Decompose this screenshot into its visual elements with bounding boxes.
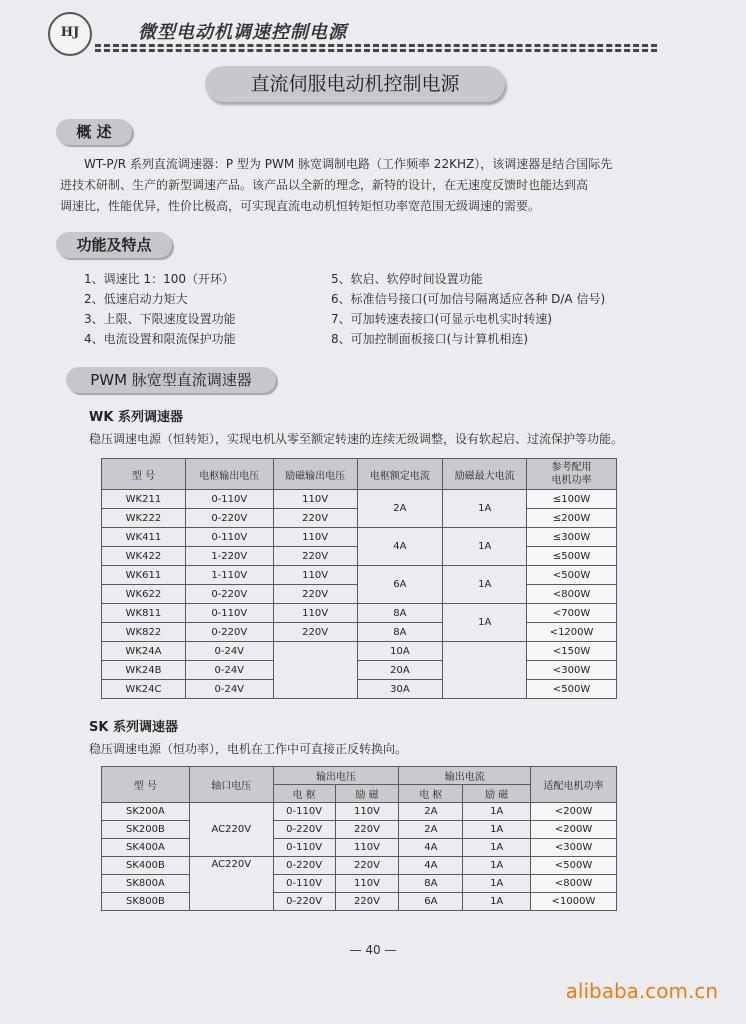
wk-cell-field-v: 110V [273,490,357,509]
sk-cell-model: SK200A [102,803,190,821]
table-row [102,528,617,547]
sk-cell-axis-v: AC220V [189,803,273,857]
wk-cell-field-v: 110V [273,528,357,547]
wk-cell-power: <700W [527,604,617,623]
wk-cell-power: <500W [527,566,617,585]
sk-cell-power: <300W [531,839,617,857]
wk-cell-model: WK24C [102,680,186,699]
sk-cell-power: <200W [531,821,617,839]
logo [48,12,92,56]
feature-item: 6、标准信号接口(可加信号隔离适应各种 D/A 信号) [331,292,606,306]
wk-cell-field-i: 1A [443,566,527,604]
sk-cell-field-i: 1A [463,803,531,821]
sk-cell-model: SK800B [102,893,190,911]
sk-cell-armature-v: 0-110V [273,875,335,893]
wk-cell-power: <800W [527,585,617,604]
sk-cell-armature-v: 0-110V [273,839,335,857]
wk-cell-armature-v: 0-220V [185,585,273,604]
sk-cell-model: SK400A [102,839,190,857]
wk-cell-power: ≤100W [527,490,617,509]
table-row [102,875,617,893]
wk-cell-field-i: 1A [443,528,527,566]
wk-cell-armature-v: 0-220V [185,623,273,642]
features-right [331,269,605,349]
feature-item: 3、上限、下限速度设置功能 [84,312,236,326]
table-row [102,821,617,839]
sk-cell-armature-i: 2A [399,803,463,821]
wk-cell-field-i: 1A [443,490,527,528]
wk-cell-power: <300W [527,661,617,680]
sk-description: 稳压调速电源（恒功率），电机在工作中可直接正反转换向。 [89,742,408,756]
wk-header-field-v: 励磁输出电压 [273,459,357,490]
wk-table [101,458,617,699]
wk-header-armature-v: 电枢输出电压 [185,459,273,490]
wk-header-power [527,459,617,490]
wk-cell-armature-v: 0-110V [185,490,273,509]
sk-cell-armature-v: 0-220V [273,893,335,911]
wk-cell-field-v: 220V [273,547,357,566]
sk-table [101,766,617,911]
wk-cell-field-v: 220V [273,623,357,642]
wk-description: 稳压调速电源（恒转矩），实现电机从零至额定转速的连续无级调整，设有软起启、过流保护等功能。 [89,432,624,446]
sk-cell-power: <1000W [531,893,617,911]
feature-item: 5、软启、软停时间设置功能 [331,272,483,286]
sk-cell-axis-v: AC220V [189,857,273,911]
wk-cell-armature-v: 0-24V [185,661,273,680]
sk-header-axis-v: 轴口电压 [189,767,273,803]
wk-cell-model: WK24A [102,642,186,661]
table-row [102,680,617,699]
wk-cell-armature-v: 1-220V [185,547,273,566]
header-title: 微型电动机调速控制电源 [138,22,347,43]
wk-cell-field-v: 110V [273,604,357,623]
table-row [102,893,617,911]
logo-text: HJ [60,25,80,40]
wk-cell-armature-i: 8A [357,604,443,623]
feature-item: 2、低速启动力矩大 [84,292,188,306]
wk-cell-armature-i: 8A [357,623,443,642]
sk-cell-field-i: 1A [463,857,531,875]
wk-title: WK 系列调速器 [89,410,183,425]
wk-cell-power: <1200W [527,623,617,642]
table-row [102,803,617,821]
sk-cell-armature-i: 4A [399,857,463,875]
wk-cell-armature-i: 4A [357,528,443,566]
pwm-heading-text: PWM 脉宽型直流调速器 [90,371,252,389]
sk-cell-model: SK200B [102,821,190,839]
wk-cell-armature-i: 6A [357,566,443,604]
wk-cell-armature-v: 0-24V [185,642,273,661]
sk-cell-field-v: 110V [335,803,399,821]
sk-cell-field-i: 1A [463,893,531,911]
header-divider-2 [95,49,657,52]
sk-cell-power: <800W [531,875,617,893]
features-left [84,269,236,349]
sk-cell-model: SK400B [102,857,190,875]
sk-cell-armature-v: 0-220V [273,857,335,875]
sk-cell-model: SK800A [102,875,190,893]
wk-cell-model: WK411 [102,528,186,547]
wk-cell-field-i: 1A [443,604,527,642]
overview-line: 调速比，性能优异，性价比极高，可实现直流电动机恒转矩恒功率宽范围无级调速的需要。 [60,199,541,213]
wk-cell-field-v-empty [273,642,357,699]
sk-cell-field-v: 220V [335,857,399,875]
wk-cell-armature-v: 0-110V [185,528,273,547]
table-row [102,490,617,509]
feature-item: 1、调速比 1：100（开环） [84,272,234,286]
header-divider [95,44,657,47]
wk-cell-model: WK211 [102,490,186,509]
sk-header-power: 适配电机功率 [531,767,617,803]
wk-cell-armature-v: 1-110V [185,566,273,585]
features-heading: 功能及特点 [56,232,172,258]
sk-header-out-i: 输出电流 [399,767,531,785]
watermark: alibaba.com.cn [565,979,718,1003]
sk-header-armature-v: 电 枢 [273,785,335,803]
wk-cell-power: ≤200W [527,509,617,528]
wk-cell-armature-v: 0-24V [185,680,273,699]
sk-cell-armature-v: 0-220V [273,821,335,839]
sk-title: SK 系列调速器 [89,720,178,735]
wk-cell-power: ≤300W [527,528,617,547]
wk-cell-armature-v: 0-220V [185,509,273,528]
table-row [102,642,617,661]
wk-header-power-line2: 电机功率 [551,475,592,486]
sk-cell-armature-i: 4A [399,839,463,857]
wk-cell-armature-i: 10A [357,642,443,661]
table-row [102,857,617,875]
wk-header-armature-i: 电枢额定电流 [357,459,443,490]
page-number: — 40 — [349,943,397,957]
sk-cell-field-i: 1A [463,839,531,857]
overview-line: 进技术研制、生产的新型调速产品。该产品以全新的理念，新特的设计，在无速度反馈时也能达到高 [60,178,589,192]
wk-cell-model: WK622 [102,585,186,604]
sk-header-model: 型 号 [102,767,190,803]
overview-text [60,154,613,217]
table-row [102,661,617,680]
wk-cell-model: WK24B [102,661,186,680]
sk-header-out-v: 输出电压 [273,767,399,785]
wk-cell-model: WK611 [102,566,186,585]
sk-header-field-i: 励 磁 [463,785,531,803]
sk-cell-field-v: 110V [335,875,399,893]
sk-cell-armature-i: 8A [399,875,463,893]
sk-cell-armature-v: 0-110V [273,803,335,821]
wk-cell-model: WK811 [102,604,186,623]
wk-cell-field-v: 110V [273,566,357,585]
wk-cell-field-v: 220V [273,509,357,528]
wk-cell-armature-i: 2A [357,490,443,528]
sk-cell-armature-i: 2A [399,821,463,839]
sk-cell-field-i: 1A [463,875,531,893]
wk-cell-field-v: 220V [273,585,357,604]
wk-cell-model: WK222 [102,509,186,528]
sk-cell-armature-i: 6A [399,893,463,911]
wk-cell-armature-i: 20A [357,661,443,680]
sk-cell-field-v: 110V [335,839,399,857]
sk-header-armature-i: 电 枢 [399,785,463,803]
table-row [102,566,617,585]
feature-item: 7、可加转速表接口(可显示电机实时转速) [331,312,552,326]
page-title: 直流伺服电动机控制电源 [205,66,505,102]
wk-cell-armature-i: 30A [357,680,443,699]
overview-line: WT-P/R 系列直流调速器：P 型为 PWM 脉宽调制电路（工作频率 22KHZ），该调速器是结合国际先 [84,157,613,171]
sk-cell-power: <500W [531,857,617,875]
wk-cell-armature-v: 0-110V [185,604,273,623]
wk-cell-power: ≤500W [527,547,617,566]
table-row [102,623,617,642]
table-row [102,839,617,857]
feature-item: 4、电流设置和限流保护功能 [84,332,236,346]
wk-cell-model: WK422 [102,547,186,566]
wk-cell-power: <150W [527,642,617,661]
wk-cell-field-i-empty [443,642,527,699]
wk-header-field-i: 励磁最大电流 [443,459,527,490]
wk-cell-power: <500W [527,680,617,699]
sk-cell-field-i: 1A [463,821,531,839]
sk-cell-field-v: 220V [335,821,399,839]
sk-cell-power: <200W [531,803,617,821]
wk-header-power-line1: 参考配用 [551,462,592,473]
table-row [102,604,617,623]
wk-cell-model: WK822 [102,623,186,642]
sk-cell-field-v: 220V [335,893,399,911]
sk-header-field-v: 励 磁 [335,785,399,803]
wk-header-model: 型 号 [102,459,186,490]
feature-item: 8、可加控制面板接口(与计算机相连) [331,332,528,346]
pwm-heading [66,367,276,393]
overview-heading: 概 述 [56,119,132,145]
